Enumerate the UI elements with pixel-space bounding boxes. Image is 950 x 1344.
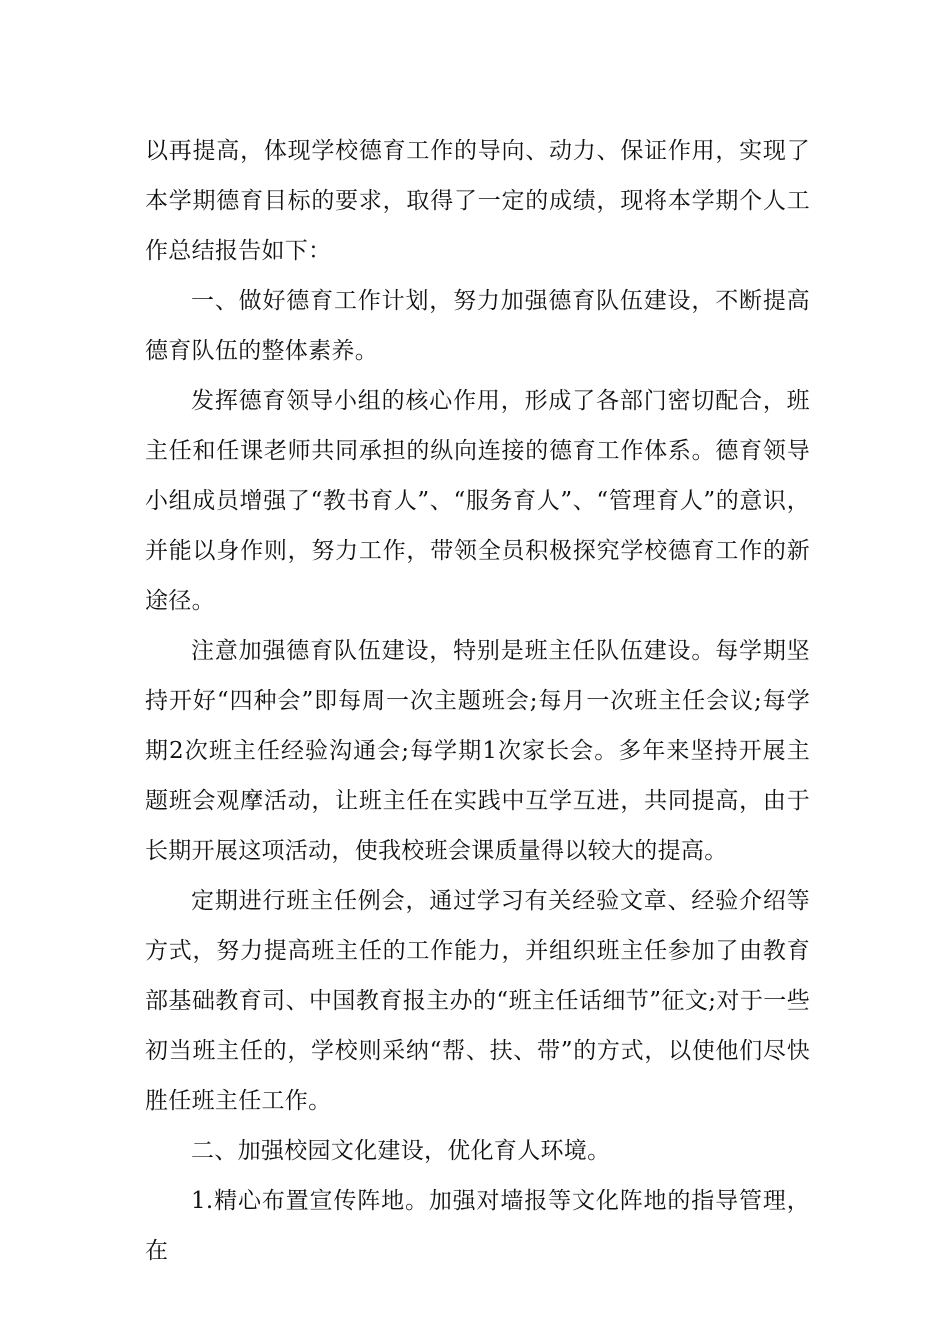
paragraph-leadership-group: 发挥德育领导小组的核心作用，形成了各部门密切配合，班主任和任课老师共同承担的纵向连接的德育工作体系。德育领导小组成员增强了“教书育人”、“服务育人”、“管理育人”的意识，并能以身作则，努力工作，带领全员积极探究学校德育工作的新途径。 xyxy=(145,388,810,614)
paragraph-regular-meetings: 定期进行班主任例会，通过学习有关经验文章、经验介绍等方式，努力提高班主任的工作能力，并组织班主任参加了由教育部基础教育司、中国教育报主办的“班主任话细节”征文;对于一些初当班主任的，学校则采纳“帮、扶、带”的方式，以使他们尽快胜任班主任工作。 xyxy=(145,888,810,1114)
section-heading-1: 一、做好德育工作计划，努力加强德育队伍建设，不断提高德育队伍的整体素养。 xyxy=(145,288,810,364)
section-heading-2: 二、加强校园文化建设，优化育人环境。 xyxy=(191,1138,611,1164)
document-body xyxy=(145,126,810,1276)
paragraph-publicity-board: 1.精心布置宣传阵地。加强对墙报等文化阵地的指导管理，在 xyxy=(145,1188,810,1264)
paragraph-intro-continuation: 以再提高，体现学校德育工作的导向、动力、保证作用，实现了本学期德育目标的要求，取得了一定的成绩，现将本学期个人工作总结报告如下： xyxy=(145,138,810,264)
paragraph-team-building: 注意加强德育队伍建设，特别是班主任队伍建设。每学期坚持开好“四种会”即每周一次主题班会;每月一次班主任会议;每学期2次班主任经验沟通会;每学期1次家长会。多年来坚持开展主题班会观摩活动，让班主任在实践中互学互进，共同提高，由于长期开展这项活动，使我校班会课质量得以较大的提高。 xyxy=(145,638,810,864)
